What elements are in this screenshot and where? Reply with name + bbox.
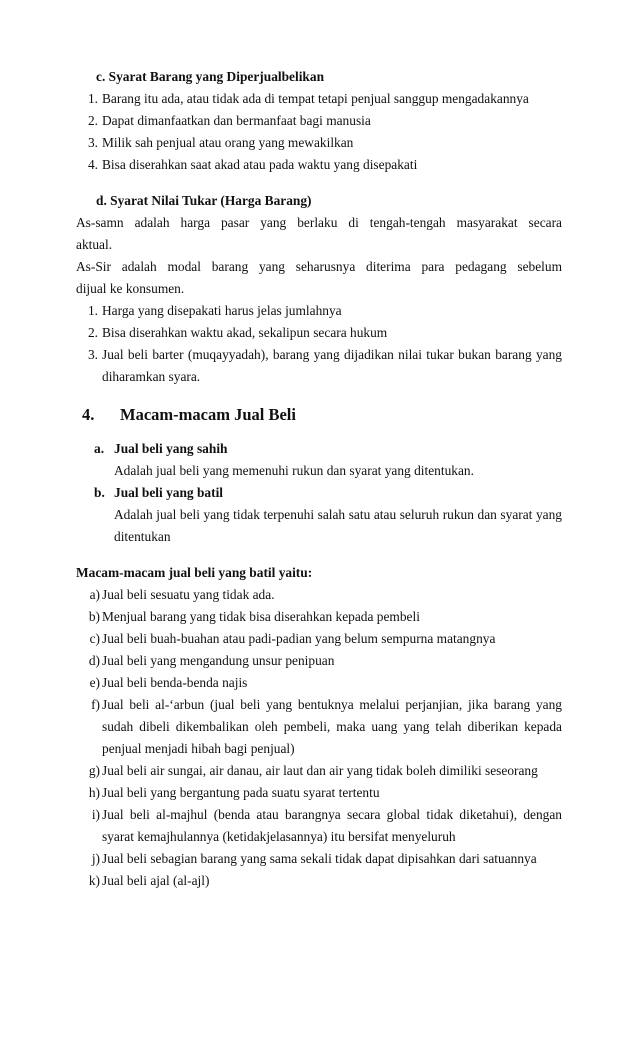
list-item: i) Jual beli al-majhul (benda atau barangnya secara global tidak diketahui), dengan syarat kemajhulannya (ketidakjelasannya) itu bersifat menyeluruh: [91, 807, 562, 844]
list-item: 2. Bisa diserahkan waktu akad, sekalipun secara hukum: [87, 325, 388, 340]
batil-list-heading: Macam-macam jual beli yang batil yaitu:: [76, 565, 313, 580]
list-item: c) Jual beli buah-buahan atau padi-padian yang belum sempurna matangnya: [89, 631, 496, 646]
section-4-heading: [76, 404, 562, 426]
as-sir-line-1: As-Sir adalah modal barang yang seharusnya diterima para pedagang sebelum: [76, 259, 562, 274]
as-samn-line-2: aktual.: [76, 237, 113, 252]
syarat-barang-list: [76, 88, 562, 176]
sub-item-sahih: a. Jual beli yang sahih Adalah jual beli yang memenuhi rukun dan syarat yang ditentukan.: [94, 441, 474, 478]
list-item: 3. Jual beli barter (muqayyadah), barang yang dijadikan nilai tukar bukan barang yang diharamkan syara.: [87, 347, 562, 384]
list-item: 2. Dapat dimanfaatkan dan bermanfaat bagi manusia: [87, 113, 371, 128]
list-item: a) Jual beli sesuatu yang tidak ada.: [89, 587, 275, 602]
list-item: k) Jual beli ajal (al-ajl): [88, 873, 210, 888]
list-item: 1. Barang itu ada, atau tidak ada di tempat tetapi penjual sanggup mengadakannya: [87, 91, 529, 106]
heading-syarat-barang: c. Syarat Barang yang Diperjualbelikan: [96, 69, 325, 84]
list-item: f) Jual beli al-‘arbun (jual beli yang bentuknya melalui perjanjian, jika barang yang sudah dibeli dikembalikan oleh pembeli, maka uang yang telah diberikan kepada penjual menjadi hibah bagi penjual): [91, 697, 562, 756]
list-item: g) Jual beli air sungai, air danau, air laut dan air yang tidak boleh dimiliki seseorang: [88, 763, 538, 778]
list-item: b) Menjual barang yang tidak bisa diserahkan kepada pembeli: [88, 609, 420, 624]
batil-list: [76, 584, 562, 892]
list-item: e) Jual beli benda-benda najis: [89, 675, 248, 690]
as-samn-line-1: As-samn adalah harga pasar yang berlaku di tengah-tengah masyarakat secara: [76, 215, 562, 230]
list-item: j) Jual beli sebagian barang yang sama sekali tidak dapat dipisahkan dari satuannya: [91, 851, 537, 866]
list-item: 1. Harga yang disepakati harus jelas jumlahnya: [87, 303, 342, 318]
syarat-nilai-tukar-list: [76, 300, 562, 388]
list-item: 4. Bisa diserahkan saat akad atau pada waktu yang disepakati: [87, 157, 418, 172]
list-item: h) Jual beli yang bergantung pada suatu syarat tertentu: [88, 785, 380, 800]
as-sir-line-2: dijual ke konsumen.: [76, 281, 185, 296]
document-page: [76, 66, 562, 892]
sub-item-batil: b. Jual beli yang batil Adalah jual beli yang tidak terpenuhi salah satu atau seluruh rukun dan syarat yang ditentukan: [94, 485, 562, 544]
list-item: d) Jual beli yang mengandung unsur penipuan: [88, 653, 335, 668]
section-title: Macam-macam Jual Beli: [120, 405, 296, 424]
list-item: 3. Milik sah penjual atau orang yang mewakilkan: [87, 135, 354, 150]
section-number: 4.: [82, 405, 95, 424]
heading-syarat-nilai-tukar: d. Syarat Nilai Tukar (Harga Barang): [96, 193, 312, 208]
